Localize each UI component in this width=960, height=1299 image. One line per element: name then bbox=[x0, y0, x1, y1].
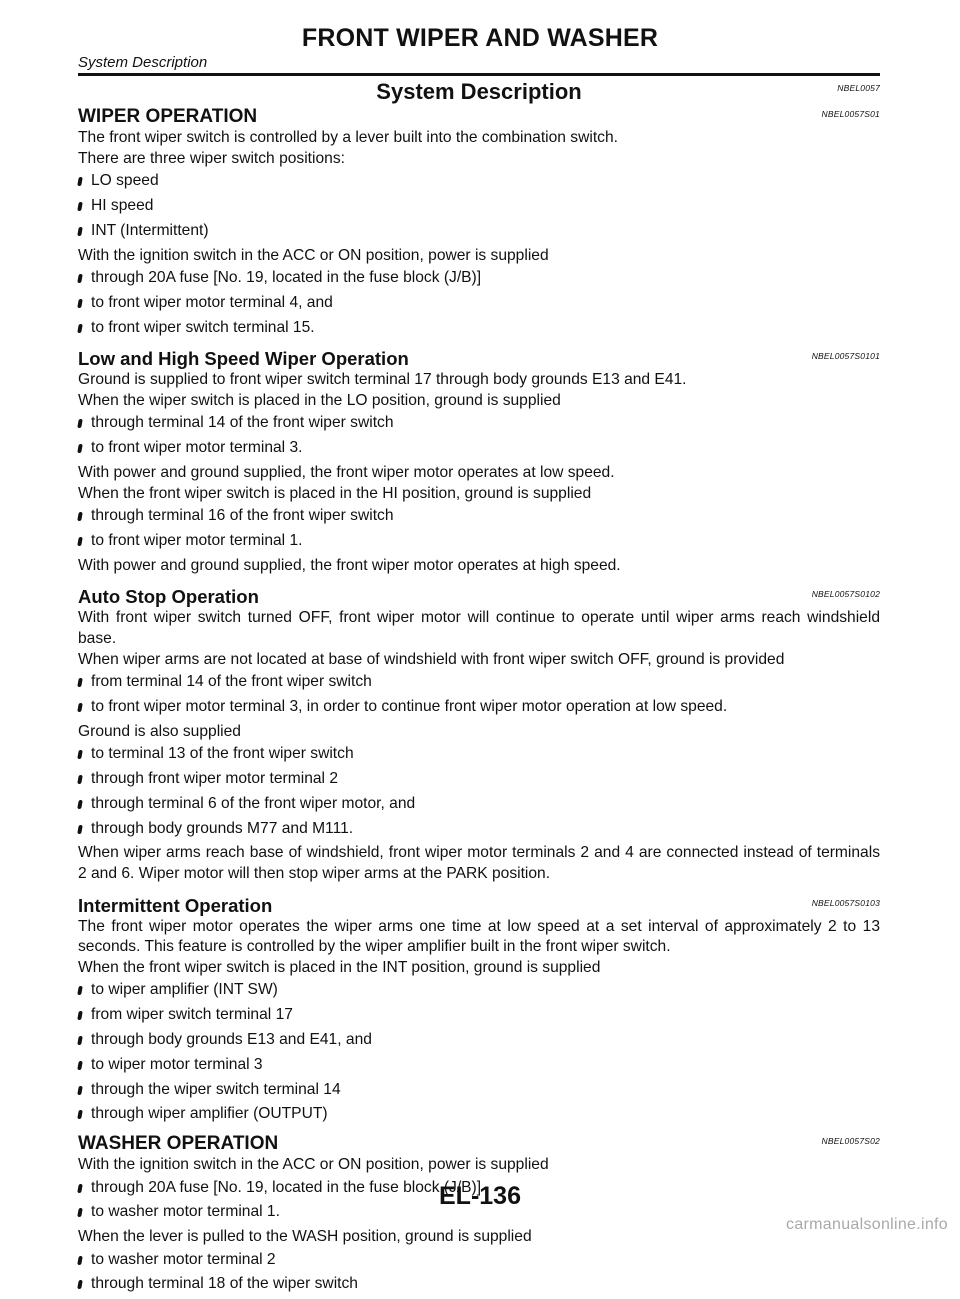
page-header-subtitle: System Description bbox=[78, 54, 208, 71]
auto-stop-code: NBEL0057S0102 bbox=[811, 589, 880, 600]
list-item: through terminal 16 of the front wiper switch bbox=[78, 506, 880, 527]
watermark-link[interactable]: carmanualsonline.info bbox=[786, 1216, 948, 1233]
paragraph: Ground is supplied to front wiper switch terminal 17 through body grounds E13 and E41. bbox=[78, 371, 687, 389]
paragraph: With the ignition switch in the ACC or ON position, power is supplied bbox=[78, 246, 549, 264]
paragraph: The front wiper switch is controlled by a lever built into the combination switch. bbox=[78, 129, 618, 146]
paragraph: When the front wiper switch is placed in the HI position, ground is supplied bbox=[78, 484, 592, 502]
paragraph: With front wiper switch turned OFF, front wiper motor will continue to operate until wiper arms reach windshield base. bbox=[78, 609, 880, 647]
paragraph: Ground is also supplied bbox=[78, 722, 241, 740]
bullet-icon bbox=[77, 1110, 83, 1119]
intermittent-heading bbox=[78, 895, 880, 917]
paragraph: When the lever is pulled to the WASH position, ground is supplied bbox=[78, 1228, 532, 1246]
washer-operation-heading bbox=[78, 1133, 880, 1155]
list-item: through body grounds E13 and E41, and bbox=[78, 1030, 880, 1051]
low-high-speed-heading-text: Low and High Speed Wiper Operation bbox=[78, 348, 409, 370]
bullet-list bbox=[78, 413, 880, 458]
list-item: HI speed bbox=[78, 196, 880, 217]
wiper-operation-code: NBEL0057S01 bbox=[821, 109, 880, 119]
wiper-operation-heading-text: WIPER OPERATION bbox=[78, 106, 258, 127]
list-item: to washer motor terminal 2 bbox=[78, 1250, 880, 1271]
bullet-list bbox=[78, 171, 880, 241]
page-content bbox=[78, 78, 880, 1299]
paragraph: When wiper arms reach base of windshield, front wiper motor terminals 2 and 4 are connected instead of terminals 2 and 6. Wiper motor will then stop wiper arms at the PARK position. bbox=[78, 844, 880, 883]
bullet-icon bbox=[77, 299, 83, 308]
bullet-icon bbox=[77, 750, 83, 759]
page-number: EL-136 bbox=[439, 1182, 521, 1210]
list-item: from wiper switch terminal 17 bbox=[78, 1005, 880, 1026]
list-item: INT (Intermittent) bbox=[78, 221, 880, 242]
paragraph: With power and ground supplied, the front wiper motor operates at high speed. bbox=[78, 556, 621, 574]
bullet-list bbox=[78, 744, 880, 839]
paragraph: There are three wiper switch positions: bbox=[78, 149, 345, 167]
list-item: to front wiper motor terminal 3. bbox=[78, 438, 880, 459]
paragraph: With the ignition switch in the ACC or ON position, power is supplied bbox=[78, 1155, 549, 1173]
bullet-icon bbox=[77, 419, 83, 428]
bullet-list bbox=[78, 268, 880, 338]
washer-operation-code: NBEL0057S02 bbox=[821, 1135, 880, 1146]
bullet-icon bbox=[77, 512, 83, 521]
paragraph: With power and ground supplied, the front wiper motor operates at low speed. bbox=[78, 464, 615, 482]
wiper-operation-heading bbox=[78, 106, 880, 128]
list-item: from terminal 14 of the front wiper switch bbox=[78, 672, 880, 693]
list-item: to front wiper switch terminal 15. bbox=[78, 318, 880, 339]
bullet-icon bbox=[77, 1061, 83, 1070]
intermittent-code: NBEL0057S0103 bbox=[811, 897, 880, 908]
intermittent-heading-text: Intermittent Operation bbox=[78, 894, 273, 916]
bullet-icon bbox=[77, 324, 83, 333]
list-item: through 20A fuse [No. 19, located in the fuse block (J/B)] bbox=[78, 268, 880, 289]
list-item: to front wiper motor terminal 3, in order to continue front wiper motor operation at low speed. bbox=[78, 697, 880, 718]
paragraph: When the wiper switch is placed in the LO position, ground is supplied bbox=[78, 391, 561, 409]
list-item: through front wiper motor terminal 2 bbox=[78, 769, 880, 790]
list-item: to front wiper motor terminal 1. bbox=[78, 531, 880, 552]
washer-operation-heading-text: WASHER OPERATION bbox=[78, 1132, 279, 1154]
bullet-icon bbox=[77, 775, 83, 784]
section-title-text: System Description bbox=[376, 79, 582, 104]
bullet-icon bbox=[77, 825, 83, 834]
section-title bbox=[78, 78, 880, 106]
bullet-icon bbox=[77, 800, 83, 809]
auto-stop-heading-text: Auto Stop Operation bbox=[78, 586, 259, 608]
bullet-icon bbox=[77, 1086, 83, 1095]
bullet-list bbox=[78, 980, 880, 1125]
paragraph: When wiper arms are not located at base of windshield with front wiper switch OFF, ground is provided bbox=[78, 650, 785, 668]
bullet-icon bbox=[77, 1011, 83, 1020]
bullet-icon bbox=[77, 986, 83, 995]
bullet-icon bbox=[77, 537, 83, 546]
list-item: to washer motor terminal 1. bbox=[78, 1202, 880, 1223]
list-item: through terminal 18 of the wiper switch bbox=[78, 1274, 880, 1295]
list-item: LO speed bbox=[78, 171, 880, 192]
list-item: through the wiper switch terminal 14 bbox=[78, 1080, 880, 1101]
list-item: through body grounds M77 and M111. bbox=[78, 819, 880, 840]
paragraph: When the front wiper switch is placed in the INT position, ground is supplied bbox=[78, 958, 601, 976]
section-code: NBEL0057 bbox=[837, 83, 880, 93]
auto-stop-heading bbox=[78, 586, 880, 608]
header-divider bbox=[78, 73, 880, 76]
low-high-speed-heading bbox=[78, 348, 880, 370]
list-item: through 20A fuse [No. 19, located in the fuse block (J/B)] bbox=[78, 1178, 880, 1199]
list-item: through terminal 14 of the front wiper switch bbox=[78, 413, 880, 434]
bullet-icon bbox=[77, 227, 83, 236]
bullet-icon bbox=[77, 202, 83, 211]
list-item: to terminal 13 of the front wiper switch bbox=[78, 744, 880, 765]
bullet-list bbox=[78, 506, 880, 551]
bullet-icon bbox=[77, 1036, 83, 1045]
list-item: to wiper motor terminal 3 bbox=[78, 1055, 880, 1076]
page-header-title: FRONT WIPER AND WASHER bbox=[301, 24, 659, 52]
bullet-icon bbox=[77, 274, 83, 283]
list-item: to front wiper motor terminal 4, and bbox=[78, 293, 880, 314]
bullet-icon bbox=[77, 444, 83, 453]
bullet-icon bbox=[77, 177, 83, 186]
bullet-icon bbox=[77, 678, 83, 687]
low-high-speed-code: NBEL0057S0101 bbox=[811, 351, 880, 362]
bullet-icon bbox=[77, 703, 83, 712]
list-item: through wiper amplifier (OUTPUT) bbox=[78, 1104, 880, 1125]
list-item: through terminal 6 of the front wiper motor, and bbox=[78, 794, 880, 815]
bullet-list bbox=[78, 672, 880, 717]
bullet-icon bbox=[77, 1280, 83, 1289]
paragraph: The front wiper motor operates the wiper arms one time at low speed at a set interval of approximately 2 to 13 seconds. This feature is controlled by the wiper amplifier built in the front wiper switch. bbox=[78, 917, 880, 956]
bullet-icon bbox=[77, 1256, 83, 1265]
list-item: to wiper amplifier (INT SW) bbox=[78, 980, 880, 1001]
bullet-list bbox=[78, 1250, 880, 1295]
